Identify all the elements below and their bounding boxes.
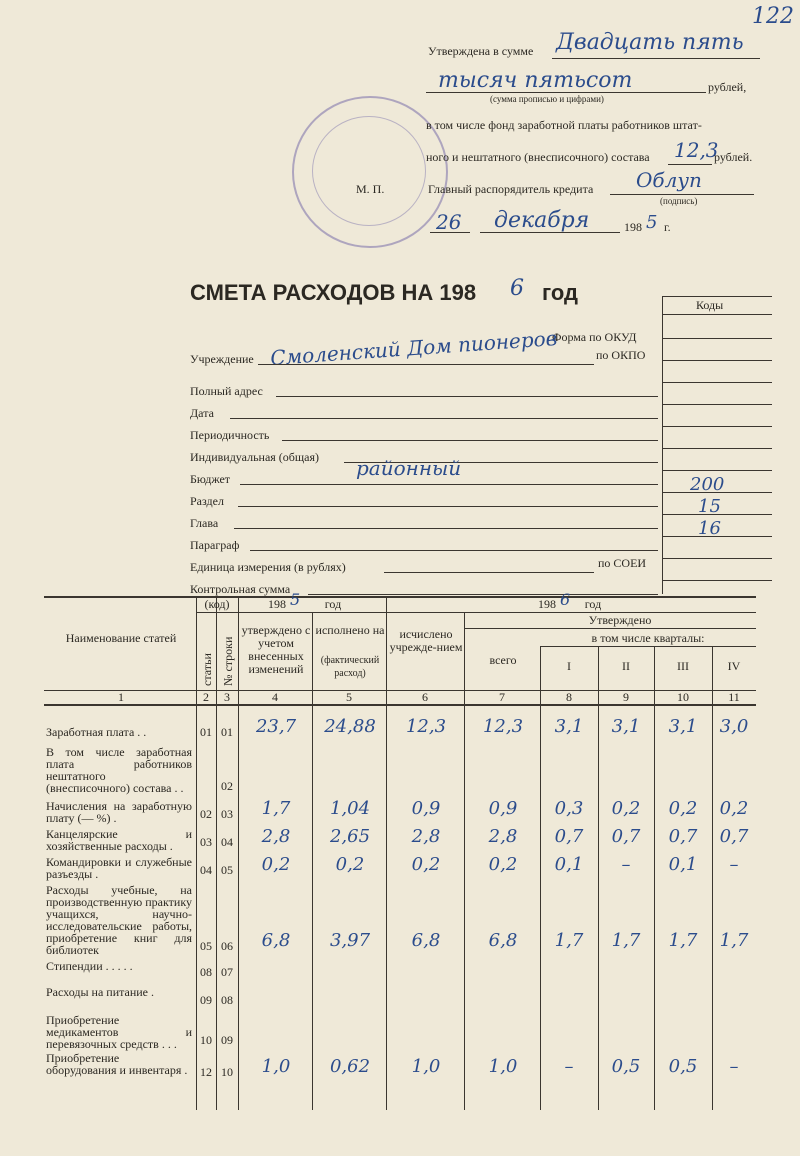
year2-digit: 6	[560, 590, 571, 609]
table-row-label: Приобретение оборудования и инвентаря .	[46, 1051, 188, 1077]
date-year-prefix: 198	[624, 220, 642, 234]
table-cell-value: 0,2	[261, 854, 291, 875]
table-cell-value: 1,7	[554, 930, 584, 951]
address-label: Полный адрес	[190, 384, 263, 398]
title-suffix: год	[542, 280, 578, 305]
table-cell-value: 1,7	[261, 798, 291, 819]
table-cell-value: 2,8	[411, 826, 441, 847]
date-year-suffix: 5	[646, 212, 658, 233]
table-cell-value: 23,7	[255, 716, 297, 737]
row-number: 05	[221, 863, 233, 877]
institution-value: Смоленский Дом пионеров	[269, 326, 558, 370]
row-number: 02	[221, 779, 233, 793]
year2-word: год	[584, 597, 602, 611]
form-okud-label: Форма по ОКУД	[552, 330, 637, 344]
table-row-label: В том числе заработная плата работников нештатного (внесписочного) состава . .	[46, 745, 192, 795]
row-number: 09	[221, 1033, 233, 1047]
year1-prefix: 198	[268, 597, 286, 611]
table-row-label: Командировки и служебные разъезды .	[46, 855, 192, 881]
table-row-label: Канцелярские и хозяйственные расходы .	[46, 827, 192, 853]
table-cell-value: 3,97	[329, 930, 371, 951]
col-num: 1	[118, 690, 124, 704]
table-cell-value: 0,62	[329, 1056, 371, 1077]
amount-caption: (сумма прописью и цифрами)	[490, 94, 604, 104]
article-code: 08	[200, 965, 212, 979]
table-cell-value: 1,04	[329, 798, 371, 819]
title-year-digit: 6	[510, 276, 524, 301]
table-cell-value: 0,2	[719, 798, 749, 819]
table-cell-value: 0,2	[668, 798, 698, 819]
quarter-1: I	[567, 659, 571, 673]
quarter-4: IV	[727, 659, 741, 673]
year1-word: год	[324, 597, 342, 611]
table-cell-value: 2,8	[261, 826, 291, 847]
table-cell-value: 0,7	[668, 826, 698, 847]
table-row-label: Начисления на заработную плату (— %) .	[46, 799, 192, 825]
total-header: всего	[489, 653, 517, 667]
article-code: 02	[200, 807, 212, 821]
date-label: Дата	[190, 406, 214, 420]
chapter-label: Глава	[190, 516, 219, 530]
round-stamp	[292, 96, 448, 248]
manager-signature: Облуп	[636, 168, 702, 192]
executed-header: исполнено на	[315, 623, 385, 637]
table-cell-value: 0,7	[554, 826, 584, 847]
table-cell-value: 0,5	[668, 1056, 698, 1077]
table-cell-value: 12,3	[482, 716, 524, 737]
article-code: 09	[200, 993, 212, 1007]
article-code: 12	[200, 1065, 212, 1079]
table-cell-value: 2,65	[329, 826, 371, 847]
approved-header: Утверждено	[588, 613, 652, 627]
row-no-header: № строки	[221, 636, 235, 686]
quarters-label: в том числе кварталы:	[591, 631, 705, 645]
budget-label: Бюджет	[190, 472, 231, 486]
page-number: 122	[752, 4, 794, 29]
col-num: 4	[272, 690, 278, 704]
budget-value: районный	[356, 456, 462, 480]
table-cell-value: –	[729, 854, 739, 875]
table-row-label: Стипендии . . . . .	[46, 959, 133, 973]
table-row-label: Расходы на питание .	[46, 985, 155, 999]
year2-prefix: 198	[538, 597, 556, 611]
table-cell-value: –	[564, 1056, 574, 1077]
table-cell-value: 1,7	[719, 930, 749, 951]
date-g: г.	[664, 220, 671, 234]
table-cell-value: 1,0	[488, 1056, 518, 1077]
unit-label: Единица измерения (в рублях)	[190, 560, 346, 574]
table-row-label: Заработная плата . .	[46, 725, 147, 739]
table-cell-value: 0,5	[611, 1056, 641, 1077]
control-label: Контрольная сумма	[190, 582, 291, 596]
row-number: 07	[221, 965, 233, 979]
col-num: 2	[203, 690, 209, 704]
table-cell-value: 0,2	[488, 854, 518, 875]
table-cell-value: –	[621, 854, 631, 875]
article-code: 04	[200, 863, 212, 877]
signature-caption: (подпись)	[660, 196, 698, 206]
article-code: 03	[200, 835, 212, 849]
payroll-value: 12,3	[674, 138, 719, 162]
table-cell-value: 1,0	[411, 1056, 441, 1077]
col-num: 9	[623, 690, 629, 704]
table-cell-value: 0,2	[335, 854, 365, 875]
chapter-code: 16	[698, 518, 721, 539]
col-num: 8	[566, 690, 572, 704]
table-cell-value: 0,3	[554, 798, 584, 819]
article-code: 05	[200, 939, 212, 953]
col-num: 5	[346, 690, 352, 704]
period-label: Периодичность	[190, 428, 270, 442]
table-cell-value: 1,7	[668, 930, 698, 951]
table-cell-value: 3,1	[611, 716, 641, 737]
table-cell-value: 24,88	[324, 716, 376, 737]
table-cell-value: 6,8	[261, 930, 291, 951]
table-cell-value: 0,2	[411, 854, 441, 875]
article-code: 10	[200, 1033, 212, 1047]
table-cell-value: 6,8	[488, 930, 518, 951]
table-cell-value: 1,7	[611, 930, 641, 951]
quarter-3: III	[677, 659, 689, 673]
quarter-2: II	[622, 659, 630, 673]
approved-changes-header: утверждено с учетом внесенных изменений	[241, 623, 311, 676]
manager-label: Главный распорядитель кредита	[428, 182, 594, 196]
soei-label: по СОЕИ	[598, 556, 647, 570]
payroll-rubles: рублей.	[714, 150, 753, 164]
individual-label: Индивидуальная (общая)	[190, 450, 319, 464]
table-cell-value: 3,0	[719, 716, 749, 737]
table-cell-value: 2,8	[488, 826, 518, 847]
table-cell-value: 0,9	[488, 798, 518, 819]
col-num: 6	[422, 690, 428, 704]
code-header: (код)	[204, 597, 230, 611]
date-month: декабря	[494, 208, 590, 233]
payroll-line2: ного и нештатного (внесписочного) состава	[426, 150, 650, 164]
table-cell-value: 12,3	[405, 716, 447, 737]
table-row-label: Приобретение медикаментов и перевязочных средств . . .	[46, 1013, 192, 1051]
article-code: 01	[200, 725, 212, 739]
approved-amount-line2: тысяч пятьсот	[438, 68, 633, 93]
section-code: 15	[698, 496, 721, 517]
table-cell-value: 0,2	[611, 798, 641, 819]
paragraph-label: Параграф	[190, 538, 240, 552]
table-cell-value: 6,8	[411, 930, 441, 951]
col-num: 7	[499, 690, 505, 704]
col-num: 11	[728, 690, 740, 704]
calculated-header: исчислено учрежде-нием	[389, 627, 463, 654]
budget-code: 200	[690, 474, 725, 495]
table-cell-value: 3,1	[668, 716, 698, 737]
table-cell-value: 0,7	[611, 826, 641, 847]
table-cell-value: 0,1	[554, 854, 584, 875]
table-cell-value: 1,0	[261, 1056, 291, 1077]
date-day: 26	[436, 210, 462, 234]
row-number: 01	[221, 725, 233, 739]
col-name-header: Наименование статей	[65, 631, 177, 645]
table-cell-value: 3,1	[554, 716, 584, 737]
col-num: 3	[224, 690, 230, 704]
section-label: Раздел	[190, 494, 224, 508]
table-cell-value: –	[729, 1056, 739, 1077]
okpo-label: по ОКПО	[596, 348, 646, 362]
approved-label: Утверждена в сумме	[428, 44, 534, 58]
row-number: 04	[221, 835, 233, 849]
codes-header: Коды	[696, 298, 724, 312]
row-number: 06	[221, 939, 233, 953]
year1-digit: 5	[290, 590, 301, 609]
table-row-label: Расходы учебные, на производственную практику учащихся, научно-исследовательские работы, приобретение книг для библиотек	[46, 883, 192, 957]
row-number: 08	[221, 993, 233, 1007]
document-title: СМЕТА РАСХОДОВ НА 198	[190, 280, 477, 305]
col-num: 10	[677, 690, 689, 704]
articles-header: статьи	[200, 653, 214, 686]
table-cell-value: 0,7	[719, 826, 749, 847]
rubles-label: рублей,	[708, 80, 747, 94]
mp-label: М. П.	[356, 182, 385, 196]
row-number: 10	[221, 1065, 233, 1079]
table-cell-value: 0,1	[668, 854, 698, 875]
institution-label: Учреждение	[190, 352, 254, 366]
payroll-line1: в том числе фонд заработной платы работников штат-	[426, 118, 702, 132]
executed-sub-header: (фактический расход)	[320, 655, 380, 679]
table-cell-value: 0,9	[411, 798, 441, 819]
row-number: 03	[221, 807, 233, 821]
approved-amount-line1: Двадцать пять	[556, 30, 744, 55]
